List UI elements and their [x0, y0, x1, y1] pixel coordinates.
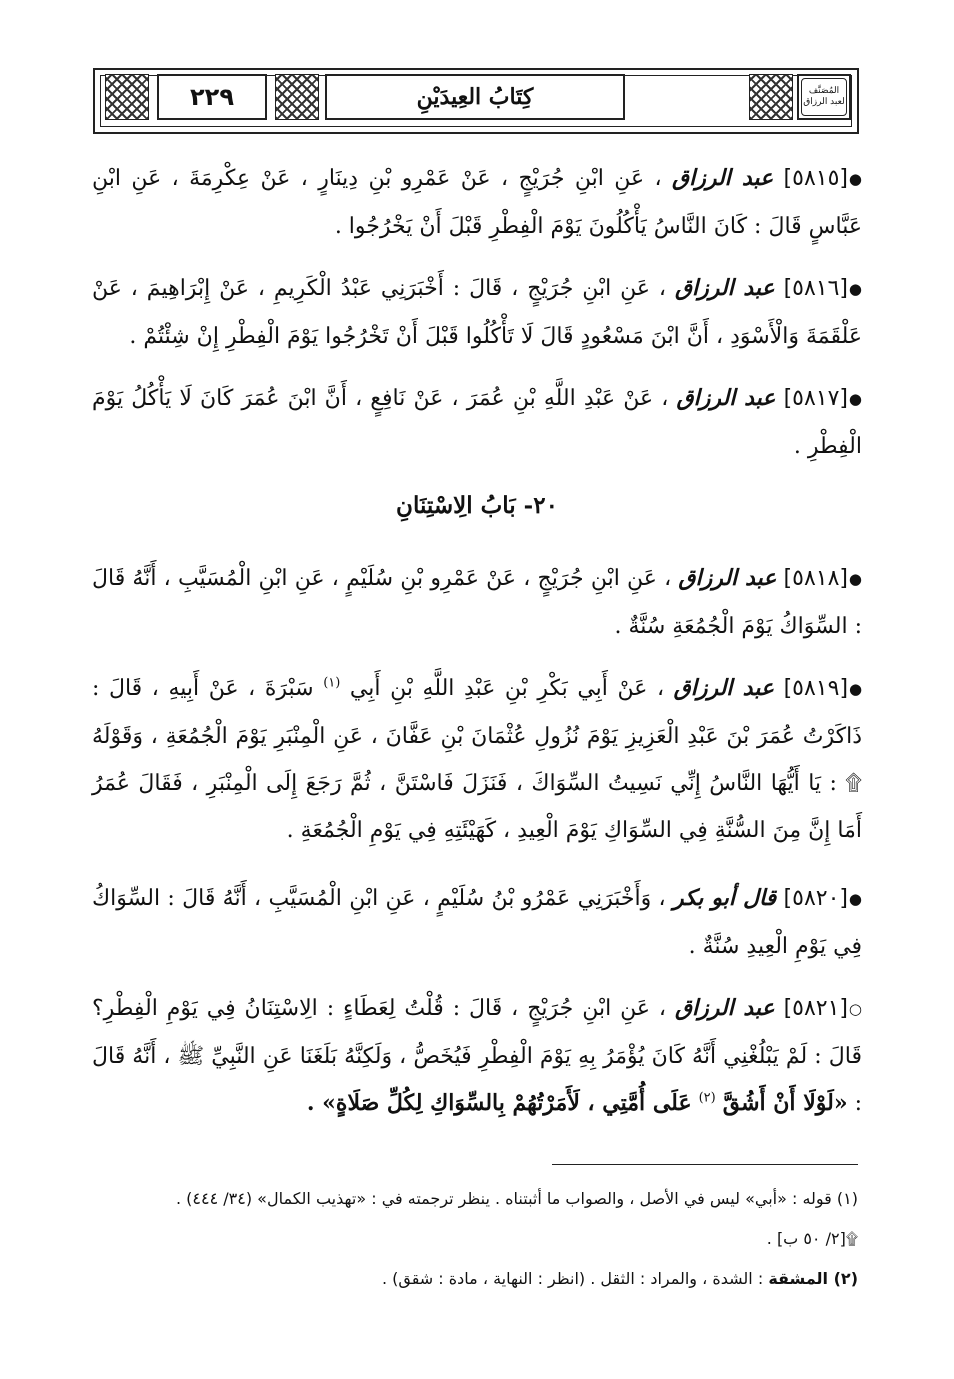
hadith-text: ، وَأَخْبَرَنِي عَمْرُو بْنُ سُلَيْمٍ ، عَنِ ابْنِ الْمُسَيَّبِ ، أَنَّهُ قَالَ : السِّوَاكُ فِي يَوْمِ الْعِيدِ سُنَّةٌ . — [92, 886, 862, 959]
hadith-5820 — [92, 875, 862, 970]
footnote-ref-2[interactable]: (٢) — [698, 1090, 716, 1106]
source-name: عبد الرزاق — [676, 385, 776, 411]
footnote-1: (١) قوله : «أبي» ليس في الأصل ، والصواب ما أثبتناه . ينظر ترجمته في : «تهذيب الكمال» (٣٤/ ٤٤٤) . — [175, 1189, 858, 1208]
ornament-right-inner — [749, 74, 793, 120]
hadith-5818 — [92, 555, 862, 650]
bullet-icon: ● — [848, 569, 862, 588]
chapter-heading: ٢٠- بَابُ الِاسْتِنَانِ — [396, 492, 558, 519]
source-name: عبد الرزاق — [674, 995, 775, 1021]
page-number-box — [157, 74, 267, 120]
hadith-5817 — [92, 375, 862, 470]
bullet-icon: ● — [848, 889, 862, 908]
prophetic-quote-cont: عَلَى أُمَّتِي ، لَأَمَرْتُهُمْ بِالسِّوَاكِ لِكُلِّ صَلَاةٍ» . — [306, 1089, 692, 1116]
hadith-5815 — [92, 155, 862, 250]
hadith-text: ، عَنِ ابْنِ جُرَيْجٍ ، عَنْ عَمْرِو بْنِ دِينَارٍ ، عَنْ عِكْرِمَةَ ، عَنِ ابْنِ عَبَّاسٍ قَالَ : كَانَ النَّاسُ يَأْكُلُونَ يَوْمَ الْفِطْرِ قَبْلَ أَنْ يَخْرُجُوا . — [92, 166, 862, 239]
source-name: عبد الرزاق — [678, 565, 777, 591]
bullet-icon: ● — [848, 169, 862, 188]
bullet-icon: ● — [848, 679, 863, 698]
hadith-number: [٥٨١٩] — [783, 676, 849, 701]
footnote-divider — [552, 1164, 858, 1165]
hadith-text: ، عَنِ ابْنِ جُرَيْجٍ ، عَنْ عَمْرِو بْنِ سُلَيْمٍ ، عَنِ ابْنِ الْمُسَيَّبِ ، أَنَّهُ قَالَ : السِّوَاكُ يَوْمَ الْجُمُعَةِ سُنَّةٌ . — [92, 566, 862, 639]
logo-line-2: لعبد الرزاق — [803, 97, 845, 107]
hadith-number: [٥٨١٥] — [783, 166, 848, 191]
bullet-icon: ● — [848, 389, 863, 408]
hadith-5816 — [92, 265, 862, 360]
footnote-2 — [92, 1266, 858, 1292]
footnote-2-term: (٢) المشقة — [768, 1269, 858, 1288]
manuscript-marker: ۩[٢/ ٥٠ ب] . — [766, 1229, 858, 1248]
source-name: قال أبو بكر — [672, 885, 777, 911]
ornament-left-outer — [105, 74, 149, 120]
ornament-left-inner — [275, 74, 319, 120]
book-logo — [797, 74, 851, 120]
hadith-number: [٥٨١٧] — [783, 386, 849, 411]
prophetic-quote: «لَوْلَا أَنْ أَشُقَّ — [722, 1089, 848, 1116]
hadith-text-cont: سَبْرَةَ ، عَنْ أَبِيهِ ، قَالَ : ذَاكَرْتُ عُمَرَ بْنَ عَبْدِ الْعَزِيزِ يَوْمَ نُزُولِ عُثْمَانَ بْنِ عَفَّانَ ، عَنِ الْمِنْبَرِ يَوْمَ الْجُمُعَةِ ، وَقَوْلَهُ ۩ : يَا أَيُّهَا النَّاسُ إِنِّي نَسِيتُ السِّوَاكَ ، فَنَزَلَ فَاسْتَنَّ ، ثُمَّ رَجَعَ إِلَى الْمِنْبَرِ ، فَقَالَ عُمَرُ أَمَا إِنَّ مِنَ السُّنَّةِ فِي السِّوَاكِ يَوْمَ الْعِيدِ ، كَهَيْئَتِهِ فِي يَوْمِ الْجُمُعَةِ . — [92, 676, 862, 843]
hadith-text: ، عَنْ عَبْدِ اللَّهِ بْنِ عُمَرَ ، عَنْ نَافِعٍ ، أَنَّ ابْنَ عُمَرَ كَانَ لَا يَأْكُلُ يَوْمَ الْفِطْرِ . — [92, 386, 862, 459]
hadith-text: ، عَنْ أَبِي بَكْرِ بْنِ عَبْدِ اللَّهِ بْنِ أَبِي — [349, 676, 665, 701]
hadith-text: ، عَنِ ابْنِ جُرَيْجٍ ، قَالَ : قُلْتُ لِعَطَاءٍ : الِاسْتِنَانُ فِي يَوْمِ الْفِطْرِ؟ قَالَ : لَمْ يَبْلُغْنِي أَنَّهُ كَانَ يُؤْمَرُ بِهِ يَوْمَ الْفِطْرِ فَيُخَصُّ ، وَلَكِنَّهُ بَلَغَنَا عَنِ النَّبِيِّ ﷺ ، أَنَّهُ قَالَ : — [92, 996, 862, 1116]
hadith-5821 — [92, 985, 862, 1127]
hadith-number: [٥٨١٦] — [783, 276, 849, 301]
logo-emblem — [801, 78, 847, 116]
source-name: عبد الرزاق — [673, 675, 774, 701]
hadith-text: ، عَنِ ابْنِ جُرَيْجٍ ، قَالَ : أَخْبَرَنِي عَبْدُ الْكَرِيمِ ، عَنْ إِبْرَاهِيمَ ، عَنْ عَلْقَمَةَ وَالْأَسْوَدِ ، أَنَّ ابْنَ مَسْعُودٍ قَالَ لَا تَأْكُلُوا قَبْلَ أَنْ تَخْرُجُوا يَوْمَ الْفِطْرِ إِنْ شِئْتُمْ . — [92, 276, 862, 349]
hadith-number: [٥٨٢١] — [783, 996, 849, 1021]
source-name: عبد الرزاق — [674, 275, 775, 301]
footnote-2-text: : الشدة ، والمراد : الثقل . (انظر : النهاية ، مادة : شقق) . — [381, 1269, 764, 1288]
page-number: ٢٢٩ — [190, 83, 234, 111]
running-title-box — [325, 74, 625, 120]
hadith-5819 — [92, 665, 862, 854]
hadith-number: [٥٨٢٠] — [783, 886, 848, 911]
footnote-ref-1[interactable]: (١) — [323, 675, 341, 691]
page-header — [93, 68, 859, 134]
logo-line-1: المُصَنَّف — [808, 86, 840, 96]
running-title: كِتَابُ العِيدَيْنِ — [416, 84, 534, 110]
source-name: عبد الرزاق — [672, 165, 774, 191]
hollow-bullet-icon: ○ — [848, 999, 863, 1018]
bullet-icon: ● — [848, 279, 863, 298]
hadith-number: [٥٨١٨] — [783, 566, 848, 591]
